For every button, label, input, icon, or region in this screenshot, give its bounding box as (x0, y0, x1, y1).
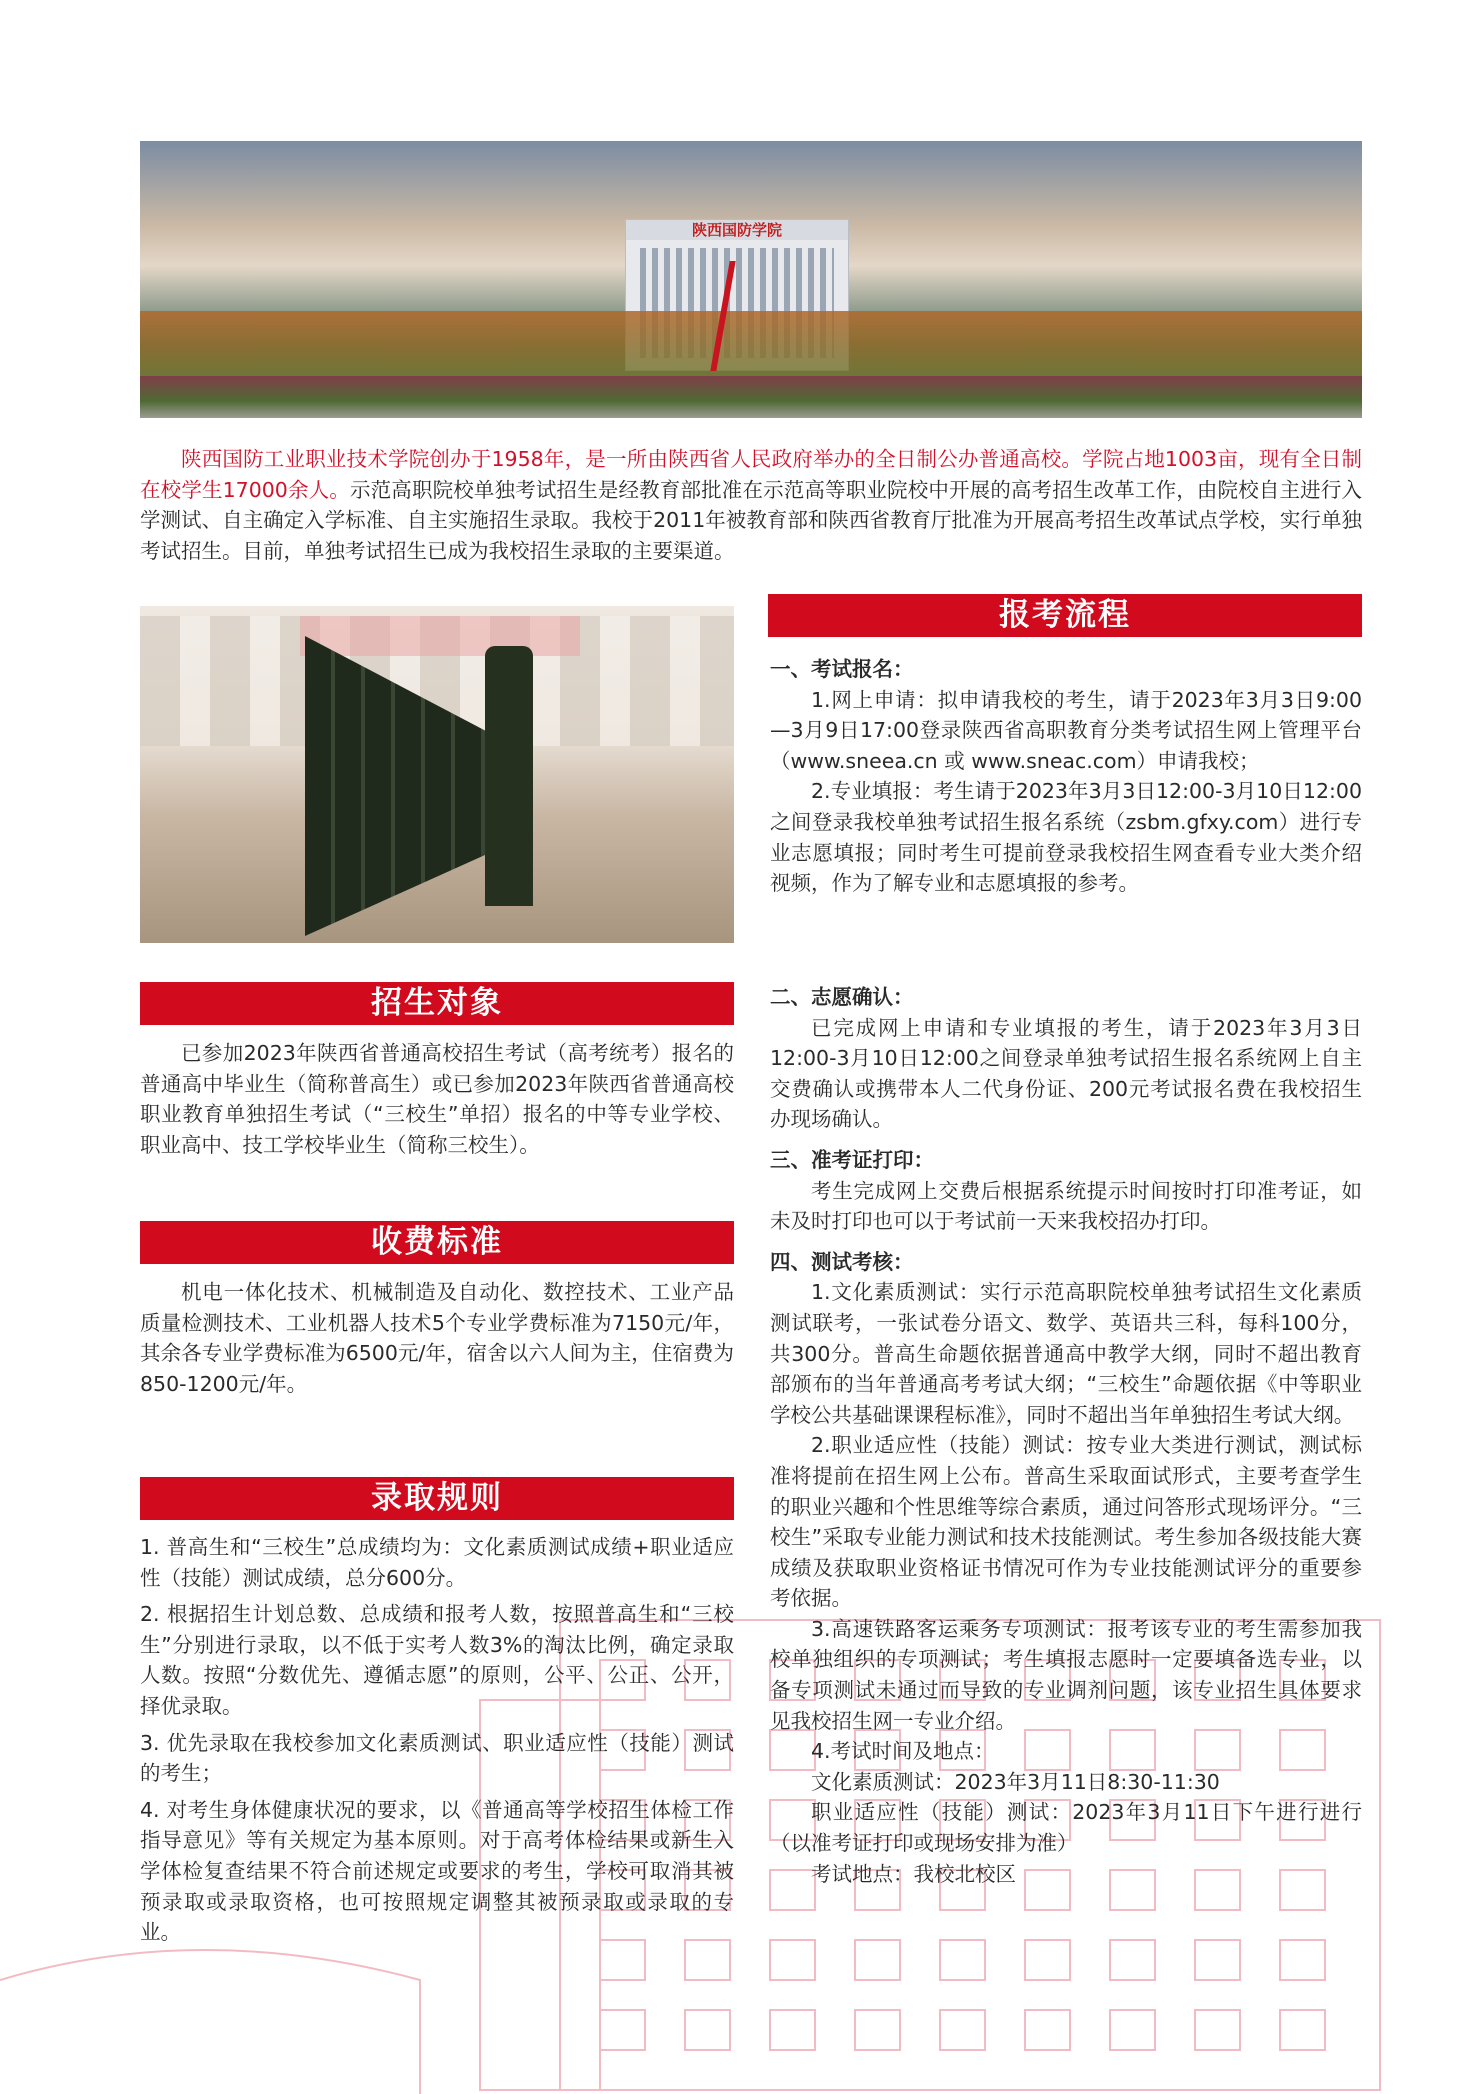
fees-paragraph: 机电一体化技术、机械制造及自动化、数控技术、工业产品质量检测技术、工业机器人技术5个专业学费标准为7150元/年，其余各专业学费标准为6500元/年，宿舍以六人间为主，住宿费为850-1200元/年。 (140, 1280, 734, 1396)
watermark-window (770, 1940, 815, 1980)
target-paragraph: 已参加2023年陕西省普通高校招生考试（高考统考）报名的普通高中毕业生（简称普高生）或已参加2023年陕西省普通高校职业教育单独招生考试（“三校生”单招）报名的中等专业学校、职业高中、技工学校毕业生（简称三校生）。 (140, 1041, 734, 1157)
watermark-window (1195, 1940, 1240, 1980)
rule-item: 4. 对考生身体健康状况的要求，以《普通高等学校招生体检工作指导意见》等有关规定为基本原则。对于高考体检结果或新生入学体检复查结果不符合前述规定或要求的考生，学校可取消其被预录取或录取资格，也可按照规定调整其被预录取或录取的专业。 (140, 1797, 734, 1945)
watermark-window (1280, 2010, 1325, 2050)
building-sign: 陕西国防学院 (626, 220, 848, 240)
watermark-window (770, 2010, 815, 2050)
watermark-window (940, 2010, 985, 2050)
step1-heading: 一、考试报名： (770, 657, 914, 681)
section-header-process: 报考流程 (768, 594, 1362, 637)
watermark-window (1025, 1940, 1070, 1980)
step4-railway-test: 3.高速铁路客运乘务专项测试：报考该专业的考生需参加我校单独组织的专项测试；考生填报志愿时一定要填备选专业，以备专项测试未通过而导致的专业调剂问题，该专业招生具体要求见我校招生网一专业介绍。 (770, 1616, 1362, 1733)
intro-body: 示范高职院校单独考试招生是经教育部批准在示范高等职业院校中开展的高考招生改革工作，由院校自主进行入学测试、自主确定入学标准、自主实施招生录取。我校于2011年被教育部和陕西省教育厅批准为开展高考招生改革试点学校，实行单独考试招生。目前，单独考试招生已成为我校招生录取的主要渠道。 (140, 477, 1362, 563)
step4-culture-test: 1.文化素质测试：实行示范高职院校单独考试招生文化素质测试联考，一张试卷分语文、数学、英语共三科，每科100分，共300分。普高生命题依据普通高中教学大纲，同时不超出教育部颁布的当年普通高考考试大纲；“三校生”命题依据《中等职业学校公共基础课课程标准》，同时不超出当年单独招生考试大纲。 (770, 1280, 1362, 1427)
watermark-window (855, 1940, 900, 1980)
honor-guard-photo (140, 606, 734, 943)
step3-text: 考生完成网上交费后根据系统提示时间按时打印准考证，如未及时打印也可以于考试前一天来我校招办打印。 (770, 1178, 1362, 1234)
step4-skill-time: 职业适应性（技能）测试：2023年3月11日下午进行进行（以准考证打印或现场安排为准） (770, 1800, 1362, 1856)
target-text (140, 1038, 734, 1160)
watermark-window (855, 2010, 900, 2050)
watermark-window (1110, 2010, 1155, 2050)
rules-list (140, 1532, 734, 1948)
step4-time-place: 4.考试时间及地点： (811, 1739, 995, 1764)
watermark-window (1280, 1940, 1325, 1980)
rule-item: 2. 根据招生计划总数、总成绩和报考人数，按照普高生和“三校生”分别进行录取，以不低于实考人数3%的淘汰比例，确定录取人数。按照“分数优先、遵循志愿”的原则，公平、公正、公开，择优录取。 (140, 1602, 734, 1718)
section-header-rules: 录取规则 (140, 1477, 734, 1520)
fees-text (140, 1277, 734, 1399)
step4-skill-test: 2.职业适应性（技能）测试：按专业大类进行测试，测试标准将提前在招生网上公布。普高生采取面试形式，主要考查学生的职业兴趣和个性思维等综合素质，通过问答形式现场评分。“三校生”采取专业能力测试和技术技能测试。考生参加各级技能大赛成绩及获取职业资格证书情况可作为专业技能测试评分的重要参考依据。 (770, 1433, 1362, 1611)
section-header-fees: 收费标准 (140, 1221, 734, 1264)
step4-heading: 四、测试考核： (770, 1249, 914, 1274)
watermark-window (600, 2010, 645, 2050)
rule-item: 1. 普高生和“三校生”总成绩均为：文化素质测试成绩+职业适应性（技能）测试成绩，总分600分。 (140, 1535, 734, 1590)
step2-heading: 二、志愿确认： (770, 985, 914, 1009)
step1-online-apply: 1.网上申请：拟申请我校的考生，请于2023年3月3日9:00—3月9日17:00登录陕西省高职教育分类考试招生网上管理平台（www.sneea.cn 或 www.sneac.com）申请我校； (770, 687, 1362, 773)
step1-major-fill: 2.专业填报：考生请于2023年3月3日12:00-3月10日12:00之间登录我校单独考试招生报名系统（zsbm.gfxy.com）进行专业志愿填报；同时考生可提前登录我校招生网查看专业大类介绍视频，作为了解专业和志愿填报的参考。 (770, 779, 1362, 896)
watermark-window (940, 1940, 985, 1980)
confirm-section (770, 982, 1362, 1889)
watermark-window (1025, 2010, 1070, 2050)
step4-location: 考试地点：我校北校区 (811, 1861, 1016, 1886)
intro-paragraph (140, 444, 1362, 566)
process-section (770, 654, 1362, 899)
step2-text: 已完成网上申请和专业填报的考生，请于2023年3月3日12:00-3月10日12:00之间登录单独考试招生报名系统网上自主交费确认或携带本人二代身份证、200元考试报名费在我校招生办现场确认。 (770, 1015, 1362, 1132)
step3-heading: 三、准考证打印： (770, 1147, 934, 1172)
step4-culture-time: 文化素质测试：2023年3月11日8:30-11:30 (811, 1769, 1220, 1794)
section-header-target: 招生对象 (140, 982, 734, 1025)
campus-banner-photo (140, 141, 1362, 418)
rule-item: 3. 优先录取在我校参加文化素质测试、职业适应性（技能）测试的考生； (140, 1730, 734, 1786)
watermark-window (1110, 1940, 1155, 1980)
intro-highlight: 陕西国防工业职业技术学院创办于1958年，是一所由陕西省人民政府举办的全日制公办普通高校。学院占地1003亩，现有全日制在校学生17000余人。 (140, 447, 1362, 502)
watermark-window (1195, 2010, 1240, 2050)
watermark-window (685, 2010, 730, 2050)
